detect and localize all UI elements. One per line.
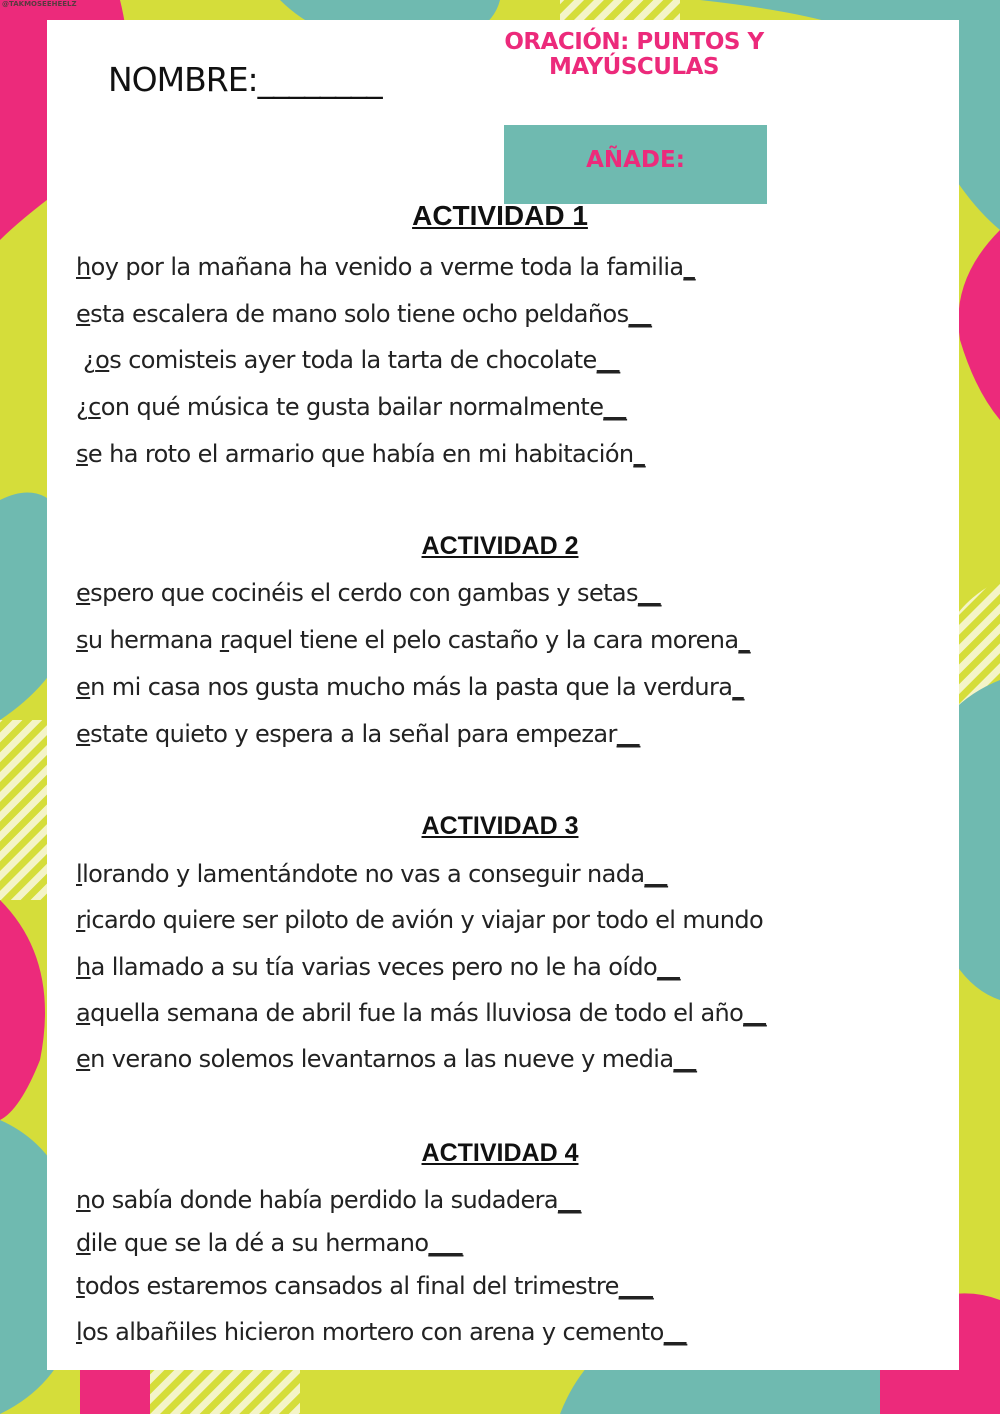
first-letter: e: [76, 300, 91, 328]
first-letter: c: [88, 393, 101, 421]
blank: __: [596, 346, 620, 374]
title-line-2: MAYÚSCULAS: [549, 54, 719, 80]
activity-4-heading: ACTIVIDAD 4: [421, 1139, 579, 1167]
sentence-line: esta escalera de mano solo tiene ocho peldaños__: [76, 300, 652, 328]
corner-credit: @TAKMOSEEHEELZ: [2, 0, 77, 8]
sentence-line: todos estaremos cansados al final del trimestre___: [76, 1272, 653, 1300]
first-letter: n: [76, 1186, 91, 1214]
sentence-line: en verano solemos levantarnos a las nueve y media__: [76, 1045, 697, 1073]
sentence-line: ricardo quiere ser piloto de avión y viajar por todo el mundo: [76, 906, 764, 934]
sentence-line: en mi casa nos gusta mucho más la pasta que la verdura_: [76, 673, 744, 701]
first-letter: r: [76, 906, 86, 934]
sentence-line: no sabía donde había perdido la sudadera__: [76, 1186, 581, 1214]
anade-label: AÑADE:: [586, 147, 685, 173]
blank: __: [558, 1186, 581, 1214]
blank: ___: [618, 1272, 653, 1300]
blank: _: [732, 673, 744, 701]
first-letter: o: [95, 346, 110, 374]
sentence-line: los albañiles hicieron mortero con arena y cemento__: [76, 1318, 687, 1346]
first-letter: e: [76, 673, 91, 701]
first-letter: e: [76, 1045, 91, 1073]
mid-letter: r: [219, 626, 230, 654]
first-letter: t: [76, 1272, 85, 1300]
blank: __: [657, 953, 680, 981]
sentence-line: hoy por la mañana ha venido a verme toda la familia_: [76, 253, 695, 281]
sentence-line: ¿con qué música te gusta bailar normalmente__: [76, 393, 627, 421]
blank: __: [637, 579, 661, 607]
blank: __: [663, 1318, 687, 1346]
blank: __: [628, 300, 652, 328]
first-letter: e: [76, 720, 91, 748]
activity-3-heading: ACTIVIDAD 3: [421, 812, 579, 840]
name-field-label: NOMBRE:________: [108, 60, 382, 99]
blank: __: [644, 860, 668, 888]
blank: _: [738, 626, 750, 654]
sentence-line: ha llamado a su tía varias veces pero no le ha oído__: [76, 953, 680, 981]
first-letter: h: [76, 953, 91, 981]
sentence-line: su hermana raquel tiene el pelo castaño y la cara morena_: [76, 626, 750, 654]
worksheet-title: [494, 30, 774, 80]
sentence-line: dile que se la dé a su hermano___: [76, 1229, 463, 1257]
blank: __: [673, 1045, 697, 1073]
sentence-line: aquella semana de abril fue la más lluviosa de todo el año__: [76, 999, 767, 1027]
sentence-line: se ha roto el armario que había en mi habitación_: [76, 440, 645, 468]
first-letter: d: [76, 1229, 91, 1257]
sentence-line: ¿os comisteis ayer toda la tarta de chocolate__: [76, 346, 620, 374]
blank: __: [616, 720, 640, 748]
first-letter: a: [76, 999, 91, 1027]
first-letter: e: [76, 579, 91, 607]
first-letter: s: [76, 440, 88, 468]
title-line-1: ORACIÓN: PUNTOS Y: [504, 29, 764, 55]
blank: __: [743, 999, 767, 1027]
sentence-line: estate quieto y espera a la señal para empezar__: [76, 720, 640, 748]
blank: _: [633, 440, 645, 468]
activity-1-heading: ACTIVIDAD 1: [412, 200, 588, 231]
first-letter: l: [76, 860, 83, 888]
first-letter: h: [76, 253, 91, 281]
sentence-line: espero que cocinéis el cerdo con gambas y setas__: [76, 579, 661, 607]
sentence-line: llorando y lamentándote no vas a conseguir nada__: [76, 860, 668, 888]
first-letter: s: [76, 626, 88, 654]
blank: ___: [428, 1229, 463, 1257]
blank: __: [603, 393, 627, 421]
blank: _: [683, 253, 695, 281]
activity-2-heading: ACTIVIDAD 2: [421, 532, 579, 560]
first-letter: l: [76, 1318, 83, 1346]
